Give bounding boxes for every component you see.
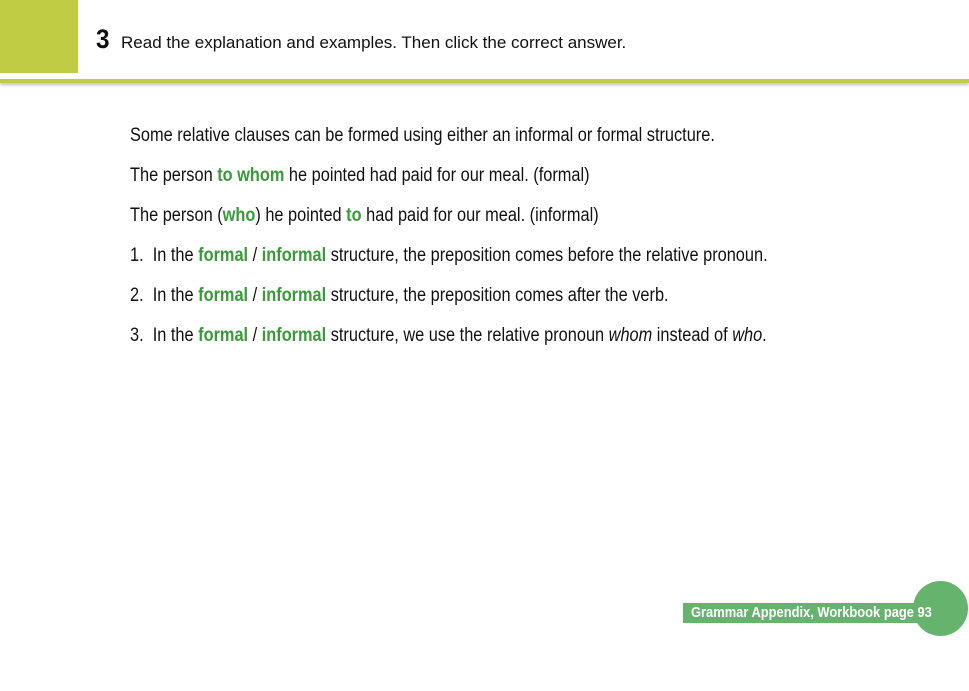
text: In the xyxy=(152,325,199,346)
text: he pointed had paid for our meal. (formal) xyxy=(284,165,590,186)
text: instead of xyxy=(652,325,733,346)
question-1 xyxy=(130,244,784,284)
option-informal[interactable]: informal xyxy=(261,325,327,346)
separator: / xyxy=(248,285,262,306)
text: ) he pointed xyxy=(255,205,347,226)
option-informal[interactable]: informal xyxy=(261,285,327,306)
separator: / xyxy=(248,325,262,346)
emphasis: who xyxy=(732,325,763,346)
question-2 xyxy=(130,284,784,324)
text: had paid for our meal. (informal) xyxy=(361,205,599,226)
text: The person ( xyxy=(130,205,223,226)
exercise-content xyxy=(130,124,890,364)
header-divider xyxy=(0,79,969,83)
text: In the xyxy=(152,285,199,306)
highlight: to xyxy=(346,205,362,226)
question-3 xyxy=(130,324,784,364)
text: The person xyxy=(130,165,218,186)
exercise-header xyxy=(96,24,626,55)
explanation-text: Some relative clauses can be formed using either an informal or formal structure. xyxy=(130,125,715,146)
grammar-reference-link[interactable]: Grammar Appendix, Workbook page 93 xyxy=(691,604,932,621)
option-formal[interactable]: formal xyxy=(198,325,249,346)
question-number: 2. xyxy=(130,285,144,306)
question-number: 1. xyxy=(130,245,144,266)
text: structure, the preposition comes before the relative pronoun. xyxy=(326,245,768,266)
separator: / xyxy=(248,245,262,266)
header-tab xyxy=(0,0,78,73)
option-formal[interactable]: formal xyxy=(198,285,249,306)
question-number: 3. xyxy=(130,325,144,346)
exercise-instruction: Read the explanation and examples. Then click the correct answer. xyxy=(121,33,627,52)
text: structure, we use the relative pronoun xyxy=(326,325,609,346)
highlight: who xyxy=(222,205,256,226)
exercise-number: 3 xyxy=(96,24,110,54)
option-formal[interactable]: formal xyxy=(198,245,249,266)
example-formal xyxy=(130,164,784,204)
text: In the xyxy=(152,245,199,266)
option-informal[interactable]: informal xyxy=(261,245,327,266)
text: . xyxy=(762,325,767,346)
text: structure, the preposition comes after the verb. xyxy=(326,285,669,306)
example-informal xyxy=(130,204,784,244)
highlight: to whom xyxy=(217,165,285,186)
emphasis: whom xyxy=(608,325,653,346)
